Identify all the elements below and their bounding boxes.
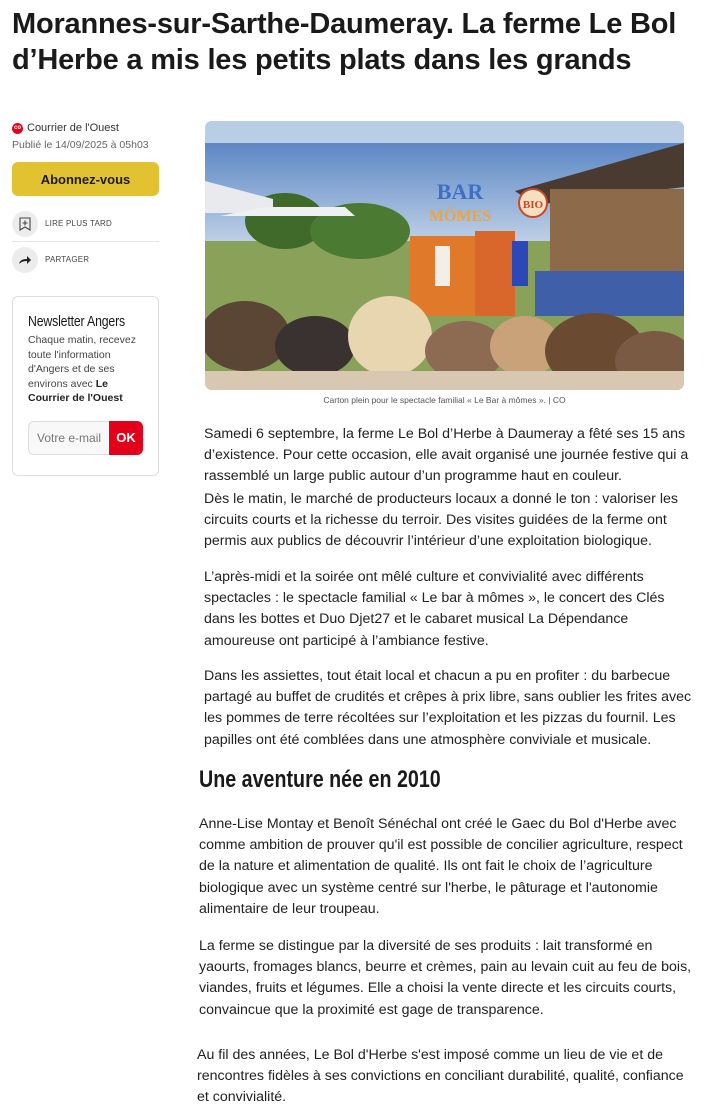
bookmark-plus-icon: [12, 211, 38, 237]
article-subheading: Une aventure née en 2010: [199, 766, 441, 793]
newsletter-description: [28, 333, 143, 406]
newsletter-title: Newsletter Angers: [28, 313, 126, 330]
share-button[interactable]: [12, 243, 159, 276]
actions-divider: [12, 241, 159, 242]
article-paragraph: Au fil des années, Le Bol d'Herbe s'est imposé comme un lieu de vie et de rencontres fidèles à ses convictions en conciliant durabilité, qualité, confiance et convivialité.: [197, 1047, 684, 1106]
article-paragraph: Dans les assiettes, tout était local et chacun a pu en profiter : du barbecue partagé au buffet de crudités et crêpes à prix libre, sans oublier les frites avec les pommes de terre récoltées sur l’exploitation et les pizzas du fournil. Les papilles ont été comblées dans une atmosphère conviviale et musicale.: [204, 668, 692, 748]
newsletter-email-input[interactable]: [28, 421, 109, 455]
article-paragraph: Anne-Lise Montay et Benoît Sénéchal ont créé le Gaec du Bol d'Herbe avec comme ambition de prouver qu'il est possible de concilier agriculture, respect de la nature et alimentation de qualité. Ils ont fait le choix de l’agriculture biologique avec un système centré sur l'herbe, le pâturage et l'autonomie alimentaire de leur troupeau.: [199, 816, 683, 917]
source-line: [12, 120, 159, 136]
subscribe-button[interactable]: Abonnez-vous: [12, 162, 159, 196]
photo-stage-skirt: [535, 271, 684, 316]
photo-stove: [475, 231, 515, 316]
article-actions: [12, 207, 159, 276]
article-photo[interactable]: [205, 121, 684, 390]
read-later-label: LIRE PLUS TARD: [45, 219, 112, 228]
newsletter-submit-button[interactable]: OK: [109, 421, 143, 455]
share-arrow-icon: [12, 247, 38, 273]
article-paragraph: La ferme se distingue par la diversité de ses produits : lait transformé en yaourts, fromages blancs, beurre et crèmes, pain au levain cuit au feu de bois, viandes, fruits et légumes. Elle a choisi la vente directe et les circuits courts, convaincue que la proximité est gage de transparence.: [199, 938, 692, 1018]
courrier-logo-icon: co: [12, 123, 23, 134]
photo-blur-bottom: [205, 371, 684, 390]
photo-performer: [435, 246, 450, 286]
share-label: PARTAGER: [45, 255, 90, 264]
read-later-button[interactable]: [12, 207, 159, 240]
photo-blur-top: [205, 121, 684, 143]
article-paragraph: Samedi 6 septembre, la ferme Le Bol d’Herbe à Daumeray a fêté ses 15 ans d’existence. Pour cette occasion, elle avait organisé une journée festive qui a rassemblé un large public autour d’un programme haut en couleur.: [204, 426, 689, 485]
article-paragraph: Dès le matin, le marché de producteurs locaux a donné le ton : valoriser les circuits courts et la richesse du terroir. Des visites guidées de la ferme ont permis aux publics de découvrir l’intérieur d’une exploitation biologique.: [204, 491, 678, 550]
source-name[interactable]: Courrier de l'Ouest: [27, 122, 119, 134]
newsletter-box: [12, 296, 159, 476]
festival-photo-illustration: [205, 121, 684, 390]
article-paragraph: L’après-midi et la soirée ont mêlé culture et convivialité avec différents spectacles : le spectacle familial « Le bar à mômes », le concert des Clés dans les bottes et Duo Djet27 et le cabaret musical La Dépendance amoureuse ont participé à l’ambiance festive.: [204, 569, 665, 649]
photo-bio-text: BIO: [522, 199, 544, 211]
article-sidebar: [12, 120, 159, 276]
article-headline: Morannes-sur-Sarthe-Daumeray. La ferme Le Bol d’Herbe a mis les petits plats dans les grands: [12, 8, 677, 76]
photo-performer: [512, 241, 528, 286]
newsletter-form: [28, 421, 143, 455]
photo-sign-momes: MÔMES: [428, 208, 492, 225]
newsletter-brand: Le Courrier de l'Ouest: [28, 377, 123, 405]
newsletter-text: Chaque matin, recevez toute l'information d'Angers et de ses environs avec: [28, 334, 136, 390]
photo-sign-bar: BAR: [436, 179, 484, 204]
publish-date: Publié le 14/09/2025 à 05h03: [12, 139, 149, 151]
photo-caption: Carton plein pour le spectacle familial « Le Bar à mômes ». | CO: [323, 395, 566, 405]
